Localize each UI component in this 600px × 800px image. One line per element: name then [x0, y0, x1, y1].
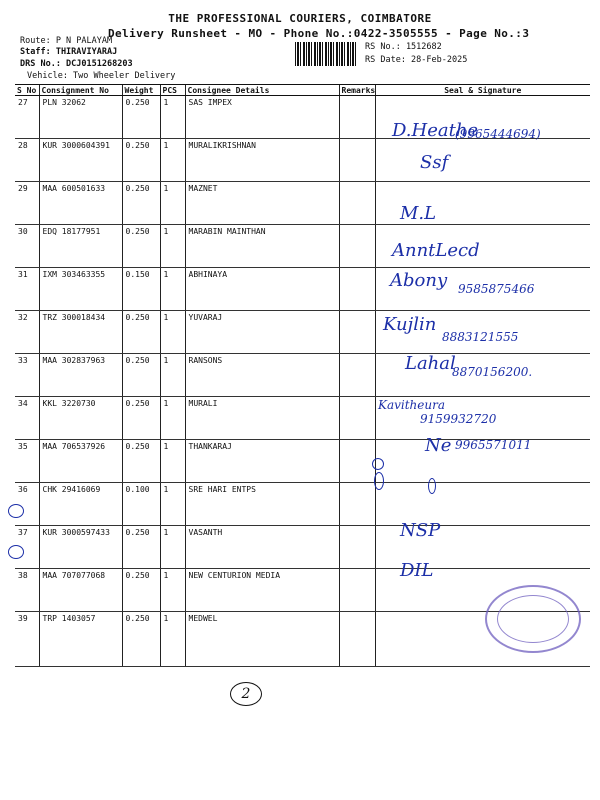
row-consignment: MAA 706537926 [39, 440, 122, 483]
row-consignment: MAA 600501633 [39, 182, 122, 225]
circle-mark [8, 504, 24, 518]
row-consignee: NEW CENTURION MEDIA [185, 569, 339, 612]
handwritten-phone: 9585875466 [458, 282, 535, 296]
row-remarks [339, 440, 375, 483]
staff: Staff: THIRAVIYARAJ [20, 47, 118, 57]
row-weight: 0.250 [122, 311, 160, 354]
row-pcs: 1 [160, 526, 185, 569]
scribble-mark [372, 458, 384, 470]
row-remarks [339, 483, 375, 526]
scribble-mark [374, 472, 384, 490]
row-weight: 0.250 [122, 139, 160, 182]
col-pcs: PCS [160, 85, 185, 96]
handwritten-signature: Ssf [420, 152, 449, 173]
col-consignment: Consignment No [39, 85, 122, 96]
row-pcs: 1 [160, 354, 185, 397]
row-consignment: MAA 302837963 [39, 354, 122, 397]
row-consignee: YUVARAJ [185, 311, 339, 354]
row-consignee: VASANTH [185, 526, 339, 569]
handwritten-signature: AnntLecd [392, 240, 480, 261]
table-row [15, 182, 590, 225]
row-weight: 0.250 [122, 225, 160, 268]
company-name: THE PROFESSIONAL COURIERS, COIMBATORE [168, 12, 432, 25]
handwritten-phone: (9965444694) [455, 127, 541, 141]
row-pcs: 1 [160, 182, 185, 225]
row-remarks [339, 569, 375, 612]
page-mark: 2 [230, 682, 262, 706]
row-consignee: THANKARAJ [185, 440, 339, 483]
row-weight: 0.250 [122, 526, 160, 569]
handwritten-phone: 8870156200. [452, 365, 533, 379]
circle-mark [8, 545, 24, 559]
row-pcs: 1 [160, 397, 185, 440]
row-consignment: KUR 3000597433 [39, 526, 122, 569]
row-weight: 0.250 [122, 182, 160, 225]
handwritten-signature: Kavitheura [378, 398, 446, 412]
row-signature [375, 139, 590, 182]
rs-number: RS No.: 1512682 [365, 42, 442, 52]
handwritten-phone: 9965571011 [455, 438, 532, 452]
row-weight: 0.250 [122, 96, 160, 139]
row-remarks [339, 311, 375, 354]
row-weight: 0.150 [122, 268, 160, 311]
row-pcs: 1 [160, 311, 185, 354]
row-consignment: MAA 707077068 [39, 569, 122, 612]
table-row [15, 139, 590, 182]
rs-date: RS Date: 28-Feb-2025 [365, 55, 468, 65]
row-weight: 0.250 [122, 397, 160, 440]
table-row [15, 225, 590, 268]
row-weight: 0.100 [122, 483, 160, 526]
handwritten-signature: Ne [425, 435, 452, 456]
row-consignee: MURALIKRISHNAN [185, 139, 339, 182]
handwritten-signature: DIL [400, 560, 434, 581]
row-sno: 36 [15, 483, 39, 526]
col-consignee: Consignee Details [185, 85, 339, 96]
row-remarks [339, 139, 375, 182]
row-pcs: 1 [160, 268, 185, 311]
handwritten-signature: Lahal [405, 353, 456, 374]
row-sno: 34 [15, 397, 39, 440]
col-weight: Weight [122, 85, 160, 96]
seal-stamp [485, 585, 581, 653]
row-sno: 33 [15, 354, 39, 397]
handwritten-signature: Kujlin [383, 314, 437, 335]
table-row [15, 526, 590, 569]
row-remarks [339, 96, 375, 139]
row-consignment: EDQ 18177951 [39, 225, 122, 268]
row-consignment: KKL 3220730 [39, 397, 122, 440]
row-weight: 0.250 [122, 354, 160, 397]
handwritten-signature: M.L [400, 203, 437, 224]
row-sno: 29 [15, 182, 39, 225]
row-sno: 30 [15, 225, 39, 268]
barcode [295, 42, 357, 66]
scribble-mark [428, 478, 436, 494]
row-consignment: IXM 303463355 [39, 268, 122, 311]
row-consignment: TRZ 300018434 [39, 311, 122, 354]
row-sno: 31 [15, 268, 39, 311]
handwritten-phone: 8883121555 [442, 330, 519, 344]
row-pcs: 1 [160, 440, 185, 483]
col-sno: S No [15, 85, 39, 96]
table-row [15, 397, 590, 440]
vehicle: Vehicle: Two Wheeler Delivery [27, 71, 176, 81]
row-remarks [339, 182, 375, 225]
row-consignee: MEDWEL [185, 612, 339, 667]
table-row [15, 483, 590, 526]
row-pcs: 1 [160, 225, 185, 268]
row-remarks [339, 354, 375, 397]
handwritten-phone: 9159932720 [420, 412, 497, 426]
route: Route: P N PALAYAM [20, 36, 113, 46]
row-sno: 39 [15, 612, 39, 667]
drs-number: DRS No.: DCJ0151268203 [20, 59, 133, 69]
handwritten-signature: D.Heathe [392, 120, 479, 141]
row-weight: 0.250 [122, 440, 160, 483]
row-pcs: 1 [160, 96, 185, 139]
row-sno: 32 [15, 311, 39, 354]
row-remarks [339, 397, 375, 440]
runsheet-title: Delivery Runsheet - MO - Phone No.:0422-3505555 - Page No.:3 [108, 27, 530, 40]
row-consignee: SAS IMPEX [185, 96, 339, 139]
row-consignee: SRE HARI ENTPS [185, 483, 339, 526]
row-pcs: 1 [160, 612, 185, 667]
row-weight: 0.250 [122, 612, 160, 667]
row-remarks [339, 225, 375, 268]
row-pcs: 1 [160, 483, 185, 526]
row-consignee: MARABIN MAINTHAN [185, 225, 339, 268]
row-pcs: 1 [160, 569, 185, 612]
row-consignment: CHK 29416069 [39, 483, 122, 526]
row-remarks [339, 526, 375, 569]
row-remarks [339, 612, 375, 667]
handwritten-signature: Abony [390, 270, 448, 291]
handwritten-signature: NSP [400, 520, 441, 541]
row-sno: 28 [15, 139, 39, 182]
row-consignment: KUR 3000604391 [39, 139, 122, 182]
col-remarks: Remarks [339, 85, 375, 96]
row-sno: 35 [15, 440, 39, 483]
row-weight: 0.250 [122, 569, 160, 612]
row-sno: 38 [15, 569, 39, 612]
row-consignee: ABHINAYA [185, 268, 339, 311]
row-sno: 27 [15, 96, 39, 139]
row-pcs: 1 [160, 139, 185, 182]
row-consignee: MAZNET [185, 182, 339, 225]
row-consignment: PLN 32062 [39, 96, 122, 139]
row-consignee: RANSONS [185, 354, 339, 397]
row-consignee: MURALI [185, 397, 339, 440]
row-remarks [339, 268, 375, 311]
row-sno: 37 [15, 526, 39, 569]
row-consignment: TRP 1403057 [39, 612, 122, 667]
table-header-row [15, 85, 590, 96]
col-signature: Seal & Signature [375, 85, 590, 96]
